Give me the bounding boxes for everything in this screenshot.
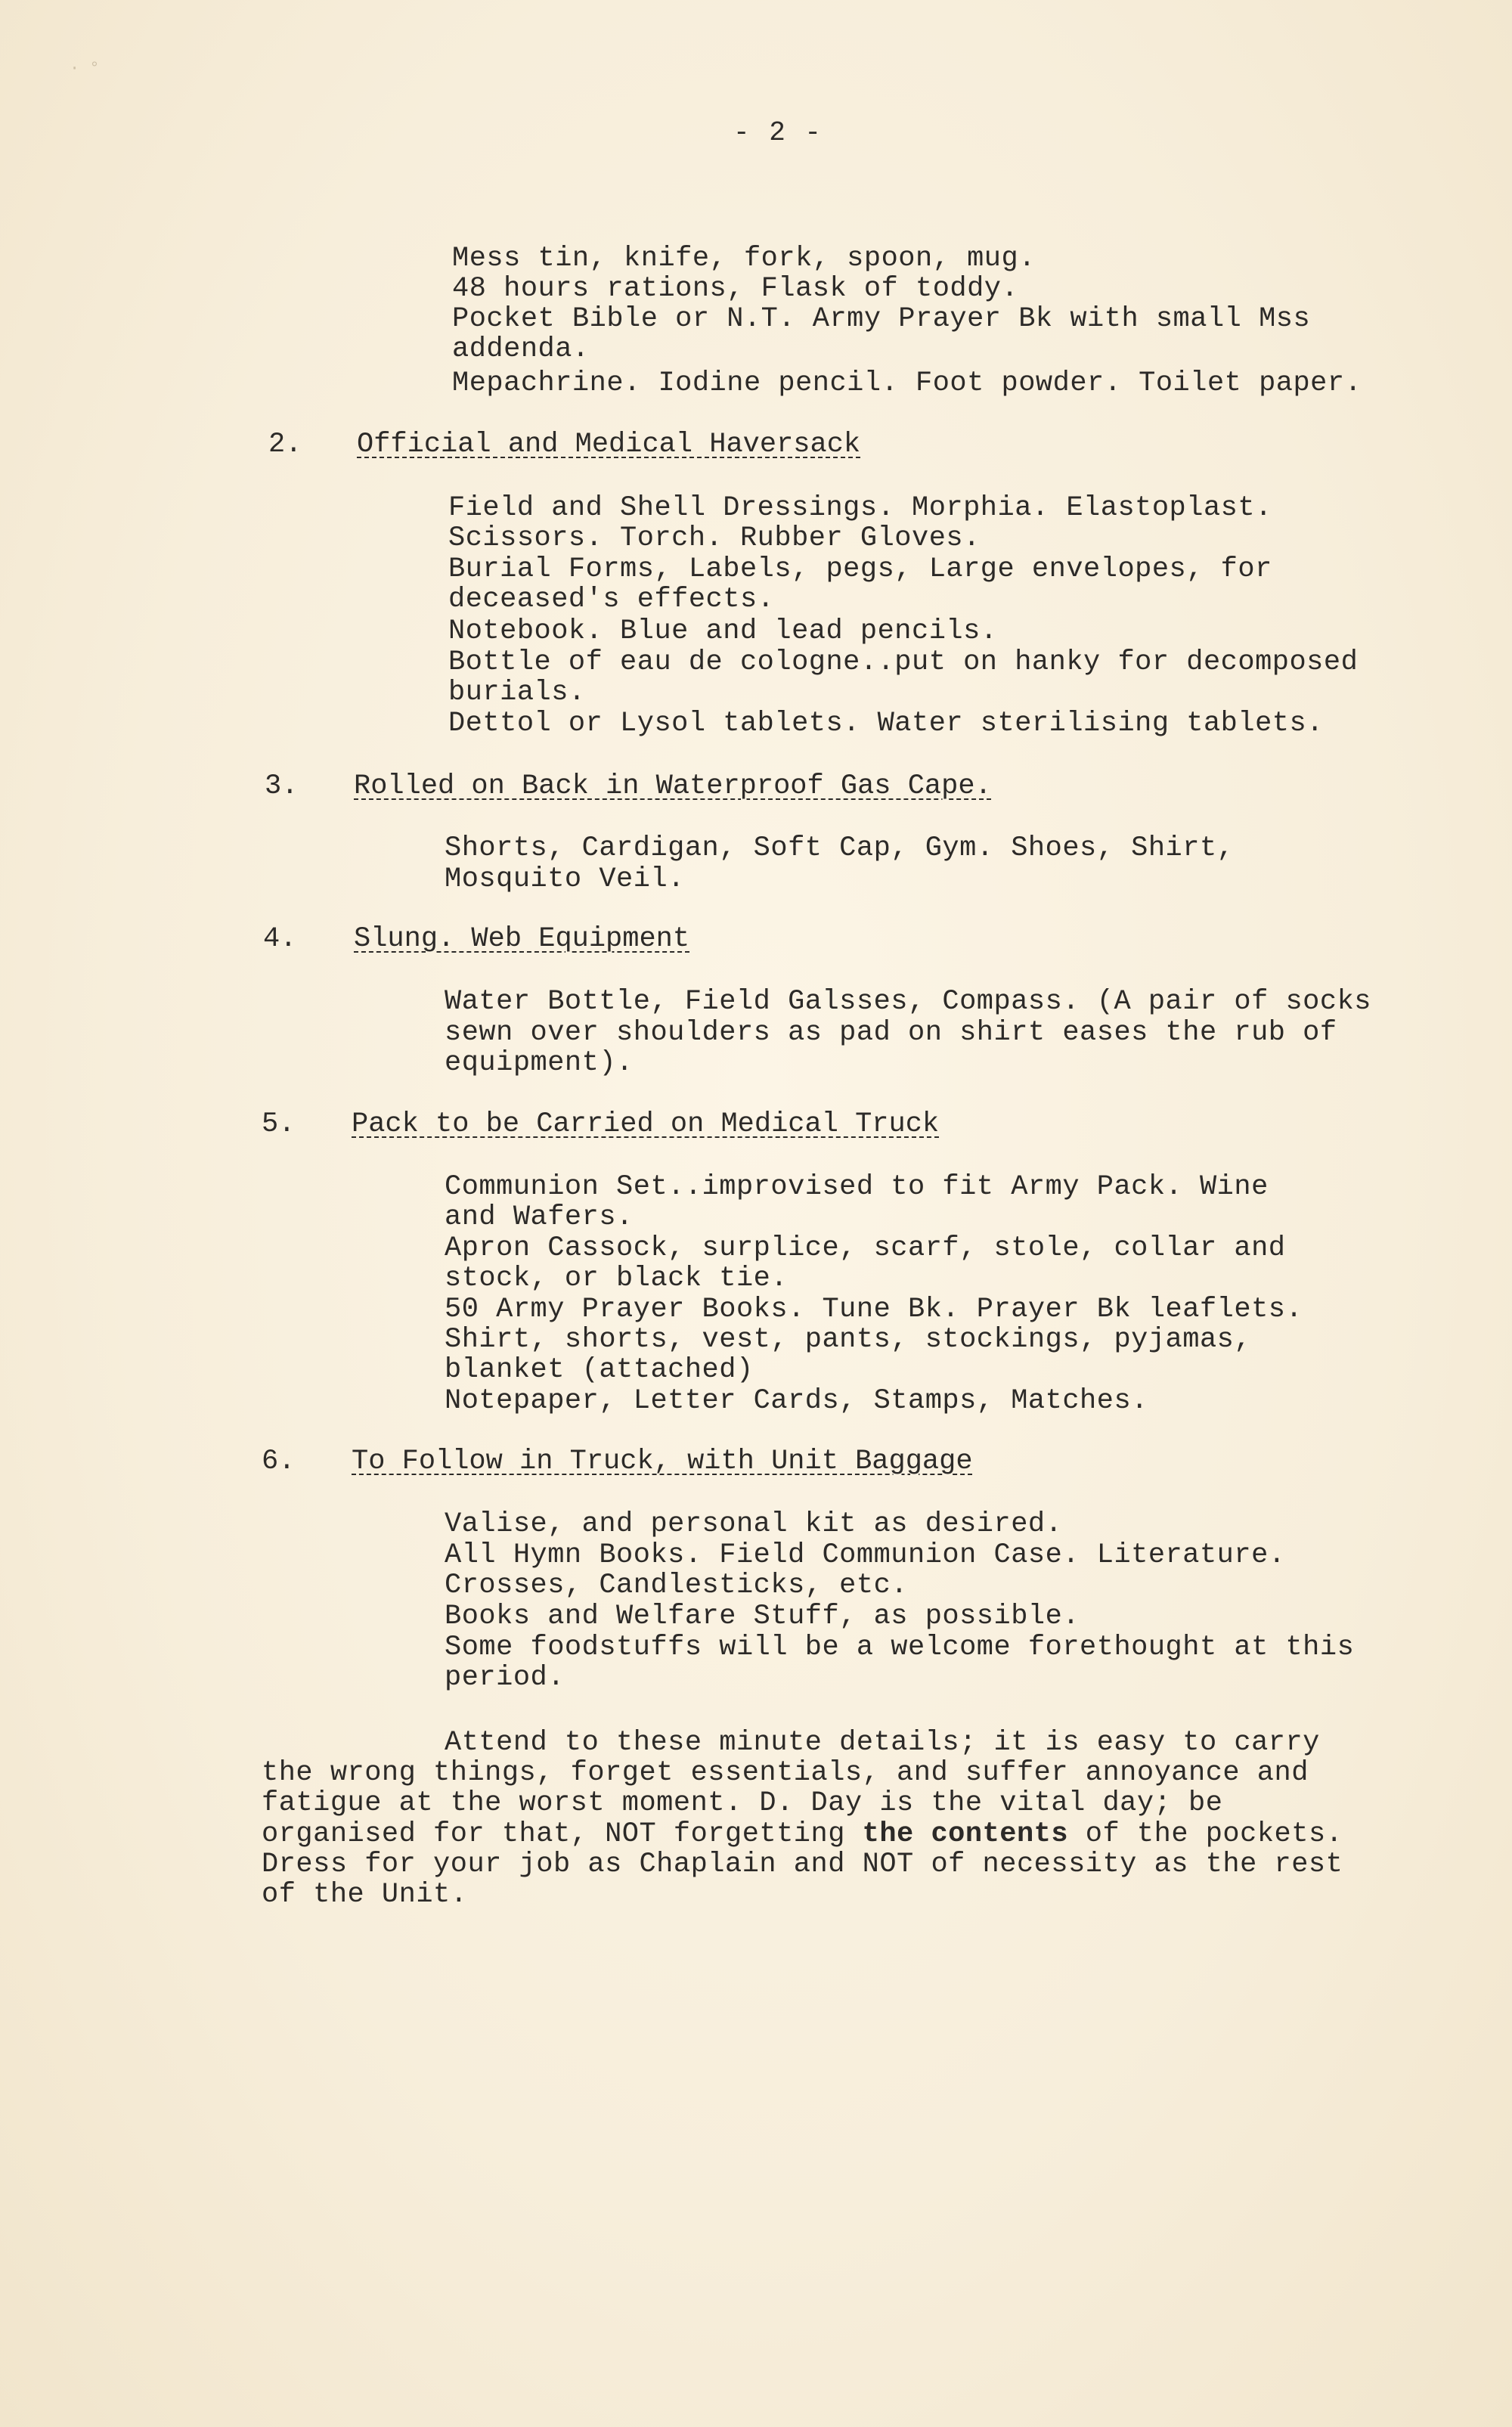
section-line: blanket (attached) [445,1354,754,1386]
closing-line: Attend to these minute details; it is easy to carry [445,1727,1320,1759]
closing-text: organised for that, NOT forgetting [262,1818,863,1850]
section-heading: Official and Medical Haversack [357,429,861,460]
intro-line: addenda. [452,333,590,365]
section-line: Valise, and personal kit as desired. [445,1508,1063,1540]
section-line: stock, or black tie. [445,1263,789,1294]
section-line: Shorts, Cardigan, Soft Cap, Gym. Shoes, Shirt, [445,832,1235,864]
page-number: - 2 - [733,117,823,148]
section-number: 4. [263,923,297,955]
section-heading: Slung. Web Equipment [354,923,690,955]
section-line: Some foodstuffs will be a welcome forethought at this [445,1632,1355,1663]
closing-line: the wrong things, forget essentials, and suffer annoyance and [262,1757,1309,1789]
section-line: Water Bottle, Field Galsses, Compass. (A pair of socks [445,986,1371,1018]
section-line: burials. [448,677,586,708]
section-line: Crosses, Candlesticks, etc. [445,1570,908,1601]
closing-line: of the Unit. [262,1879,468,1911]
section-line: sewn over shoulders as pad on shirt eases the rub of [445,1017,1337,1049]
section-heading: Rolled on Back in Waterproof Gas Cape. [354,770,992,802]
section-number: 3. [265,770,299,802]
section-line: equipment). [445,1047,634,1079]
section-heading: Pack to be Carried on Medical Truck [352,1108,940,1140]
section-line: Communion Set..improvised to fit Army Pack. Wine [445,1171,1269,1203]
closing-line [262,1819,1343,1849]
section-number: 5. [262,1108,296,1140]
section-line: period. [445,1662,565,1694]
section-line: Apron Cassock, surplice, scarf, stole, collar and [445,1232,1286,1264]
intro-line: Mepachrine. Iodine pencil. Foot powder. Toilet paper. [452,367,1362,399]
section-number: 2. [268,429,302,460]
section-line: All Hymn Books. Field Communion Case. Literature. [445,1539,1286,1571]
section-line: Shirt, shorts, vest, pants, stockings, pyjamas, [445,1324,1252,1356]
section-line: Dettol or Lysol tablets. Water sterilising tablets. [448,708,1324,739]
section-line: and Wafers. [445,1201,634,1233]
section-line: Books and Welfare Stuff, as possible. [445,1601,1080,1632]
paper-mark: · ° [70,59,100,78]
closing-line: Dress for your job as Chaplain and NOT of necessity as the rest [262,1849,1343,1880]
closing-emphasis: the contents [862,1818,1069,1850]
section-heading: To Follow in Truck, with Unit Baggage [352,1446,973,1477]
section-line: Notebook. Blue and lead pencils. [448,615,998,647]
section-line: Scissors. Torch. Rubber Gloves. [448,522,981,554]
intro-line: Pocket Bible or N.T. Army Prayer Bk with small Mss [452,303,1311,335]
section-line: Burial Forms, Labels, pegs, Large envelopes, for [448,553,1272,585]
section-number: 6. [262,1446,296,1477]
closing-text: of the pockets. [1068,1818,1343,1850]
section-line: 50 Army Prayer Books. Tune Bk. Prayer Bk leaflets. [445,1294,1303,1325]
closing-line: fatigue at the worst moment. D. Day is the vital day; be [262,1787,1223,1819]
section-line: Mosquito Veil. [445,863,685,895]
intro-line: Mess tin, knife, fork, spoon, mug. [452,243,1036,274]
section-line: deceased's effects. [448,584,775,615]
section-line: Bottle of eau de cologne..put on hanky for decomposed [448,646,1359,678]
section-line: Field and Shell Dressings. Morphia. Elastoplast. [448,492,1272,524]
intro-line: 48 hours rations, Flask of toddy. [452,273,1019,305]
section-line: Notepaper, Letter Cards, Stamps, Matches. [445,1385,1148,1417]
